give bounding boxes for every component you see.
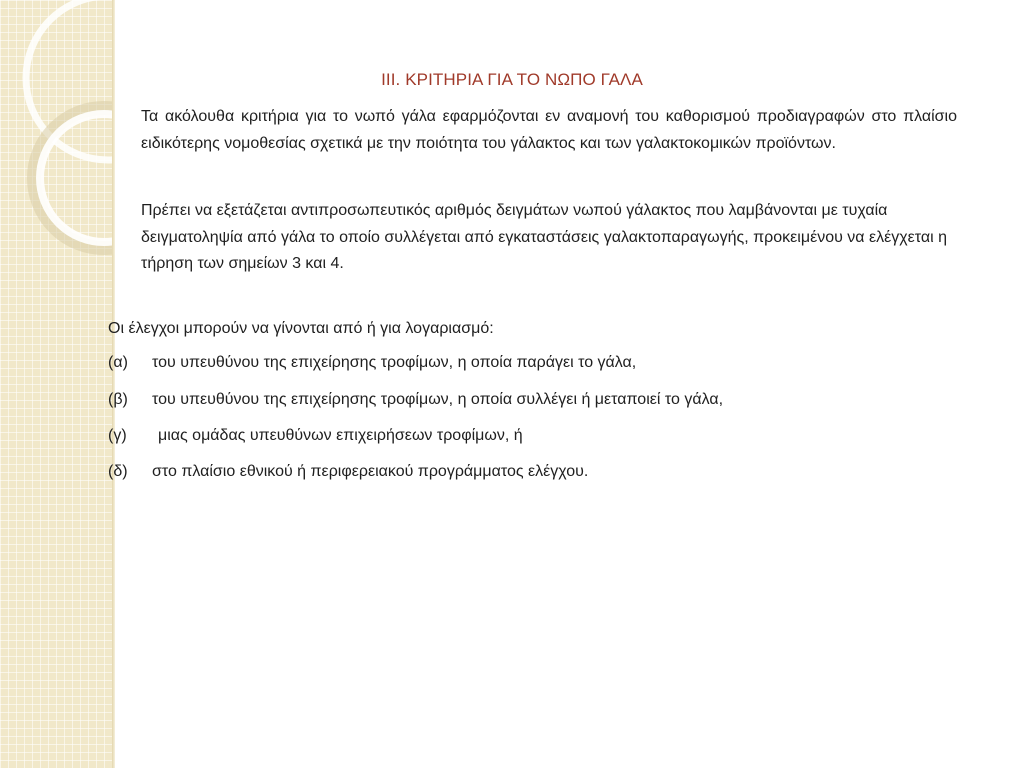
list-item: [108, 387, 723, 413]
list-text: μιας ομάδας υπευθύνων επιχειρήσεων τροφίμων, ή: [158, 427, 523, 444]
list-item: [108, 350, 636, 376]
list-marker: (α): [108, 354, 128, 371]
paragraph-1: Τα ακόλουθα κριτήρια για το νωπό γάλα εφαρμόζονται εν αναμονή του καθορισμού προδιαγραφών στο πλαίσιο ειδικότερης νομοθεσίας σχετικά με την ποιότητα του γάλακτος και των γαλακτοκομικών προϊόντων.: [141, 108, 957, 152]
list-text: του υπευθύνου της επιχείρησης τροφίμων, η οποία παράγει το γάλα,: [152, 354, 637, 371]
list-text: του υπευθύνου της επιχείρησης τροφίμων, η οποία συλλέγει ή μεταποιεί το γάλα,: [152, 391, 724, 408]
paragraph-2: Πρέπει να εξετάζεται αντιπροσωπευτικός αριθμός δειγμάτων νωπού γάλακτος που λαμβάνονται με τυχαία δειγματοληψία από γάλα το οποίο συλλέγεται από εγκαταστάσεις γαλακτοπαραγωγής, προκειμένου να ελέγχεται η τήρηση των σημείων 3 και 4.: [141, 202, 948, 272]
list-text: στο πλαίσιο εθνικού ή περιφερειακού προγράμματος ελέγχου.: [152, 463, 589, 480]
list-item: [108, 423, 523, 449]
list-marker: (β): [108, 391, 128, 408]
intro-line: Οι έλεγχοι μπορούν να γίνονται από ή για λογαριασμό:: [108, 320, 494, 337]
list-marker: (δ): [108, 463, 128, 480]
list-item: [108, 459, 588, 485]
list-marker: (γ): [108, 427, 127, 444]
slide-title: III. ΚΡΙΤΗΡΙΑ ΓΙΑ ΤΟ ΝΩΠΟ ΓΑΛΑ: [381, 70, 643, 89]
